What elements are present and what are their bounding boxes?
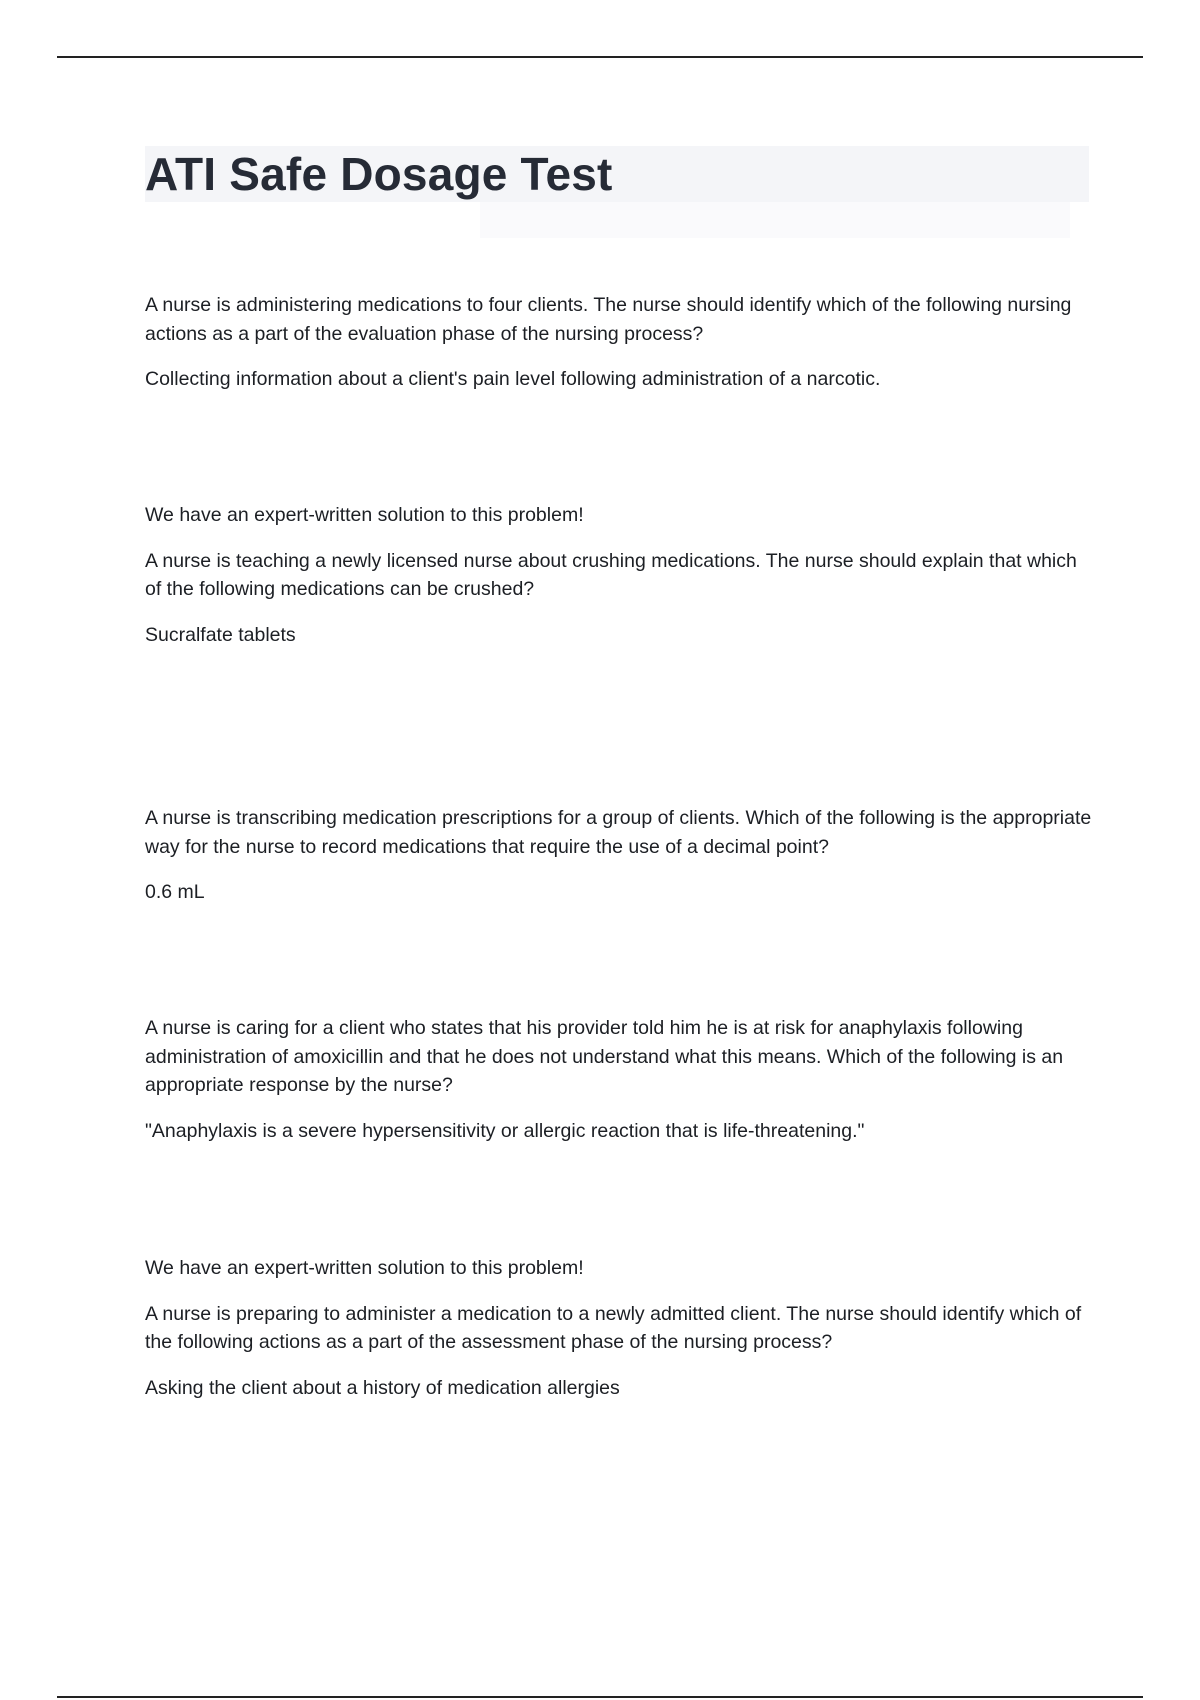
question-text: A nurse is caring for a client who states that his provider told him he is at risk for anaphylaxis following administration of amoxicillin and that he does not understand what this means. Which of the following is an appropriate response by the nurse? [145,1017,1064,1096]
question-text: A nurse is transcribing medication prescriptions for a group of clients. Which of the following is the appropriate way for the nurse to record medications that require the use of a decimal point? [145,807,1092,858]
question-text: A nurse is preparing to administer a medication to a newly admitted client. The nurse should identify which of the following actions as a part of the assessment phase of the nursing process? [145,1302,1082,1353]
question-text: A nurse is teaching a newly licensed nurse about crushing medications. The nurse should explain that which of the following medications can be crushed? [145,549,1077,600]
top-rule [57,56,1143,58]
title-shadow [480,202,1070,238]
answer-text: "Anaphylaxis is a severe hypersensitivity or allergic reaction that is life-threatening." [145,1119,865,1142]
answer-text: Asking the client about a history of medication allergies [145,1376,620,1399]
answer-text: Collecting information about a client's pain level following administration of a narcotic. [145,368,881,390]
qa-card-3 [145,804,1095,907]
expert-solution-note: We have an expert-written solution to this problem! [145,504,584,526]
answer-text: Sucralfate tablets [145,623,296,646]
question-text: A nurse is administering medications to four clients. The nurse should identify which of the following nursing actions as a part of the evaluation phase of the nursing process? [145,294,1072,345]
expert-solution-note: We have an expert-written solution to this problem! [145,1257,584,1279]
qa-card-1 [145,291,1095,394]
qa-card-2 [145,501,1095,649]
qa-card-5 [145,1254,1095,1402]
qa-card-4 [145,1014,1095,1145]
bottom-rule [57,1696,1143,1698]
answer-text: 0.6 mL [145,881,205,903]
page-title: ATI Safe Dosage Test [145,148,613,200]
